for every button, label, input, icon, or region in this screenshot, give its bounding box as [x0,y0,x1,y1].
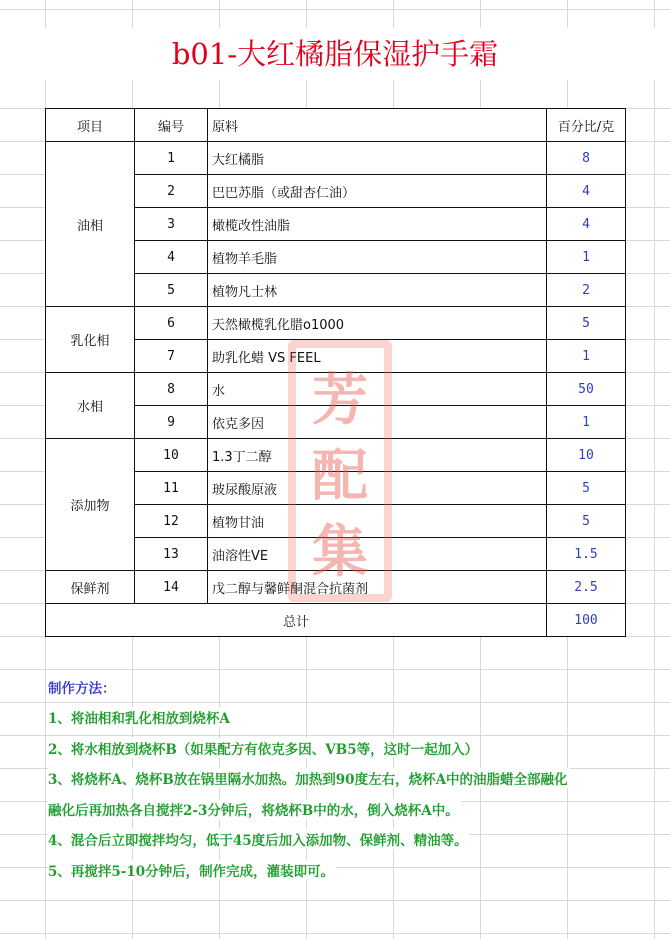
number-cell: 4 [135,241,208,274]
number-cell: 9 [135,406,208,439]
material-cell: 橄榄改性油脂 [208,208,547,241]
page-title: b01-大红橘脂保湿护手霜 [0,28,670,80]
method-step: 2、将水相放到烧杯B（如果配方有依克多因、VB5等，这时一起加入） [48,738,480,758]
method-step: 融化后再加热各自搅拌2-3分钟后，将烧杯B中的水，倒入烧杯A中。 [48,799,461,819]
percent-cell: 10 [547,439,626,472]
percent-cell: 50 [547,373,626,406]
header-pct: 百分比/克 [547,109,626,142]
percent-cell: 2.5 [547,571,626,604]
number-cell: 12 [135,505,208,538]
number-cell: 3 [135,208,208,241]
percent-cell: 5 [547,307,626,340]
method-step: 4、混合后立即搅拌均匀，低于45度后加入添加物、保鲜剂、精油等。 [48,829,470,849]
material-cell: 油溶性VE [208,538,547,571]
percent-cell: 5 [547,472,626,505]
number-cell: 6 [135,307,208,340]
percent-cell: 1 [547,406,626,439]
percent-cell: 1.5 [547,538,626,571]
header-no: 编号 [135,109,208,142]
percent-cell: 1 [547,340,626,373]
table-row [46,373,626,406]
total-row [46,604,626,637]
number-cell: 14 [135,571,208,604]
percent-cell: 4 [547,208,626,241]
method-title: 制作方法： [48,677,118,697]
table-row [46,142,626,175]
table-header-row [46,109,626,142]
number-cell: 2 [135,175,208,208]
method-step: 5、再搅拌5-10分钟后，制作完成，灌装即可。 [48,860,336,880]
number-cell: 5 [135,274,208,307]
group-cell: 保鲜剂 [46,571,135,604]
material-cell: 水 [208,373,547,406]
number-cell: 7 [135,340,208,373]
header-group: 项目 [46,109,135,142]
group-cell: 油相 [46,142,135,307]
method-step: 3、将烧杯A、烧杯B放在锅里隔水加热。加热到90度左右，烧杯A中的油脂蜡全部融化 [48,768,570,788]
number-cell: 11 [135,472,208,505]
table-row [46,307,626,340]
number-cell: 13 [135,538,208,571]
table-row [46,571,626,604]
total-value: 100 [547,604,626,637]
material-cell: 天然橄榄乳化腊o1000 [208,307,547,340]
header-material: 原料 [208,109,547,142]
method-step: 1、将油相和乳化相放到烧杯A [48,707,232,727]
percent-cell: 4 [547,175,626,208]
percent-cell: 2 [547,274,626,307]
material-cell: 玻尿酸原液 [208,472,547,505]
material-cell: 1.3丁二醇 [208,439,547,472]
number-cell: 10 [135,439,208,472]
group-cell: 添加物 [46,439,135,571]
material-cell: 植物凡士林 [208,274,547,307]
material-cell: 戊二醇与馨鲜酮混合抗菌剂 [208,571,547,604]
material-cell: 植物甘油 [208,505,547,538]
material-cell: 依克多因 [208,406,547,439]
group-cell: 水相 [46,373,135,439]
percent-cell: 1 [547,241,626,274]
table-row [46,439,626,472]
recipe-table-body [46,109,626,637]
percent-cell: 8 [547,142,626,175]
number-cell: 1 [135,142,208,175]
material-cell: 大红橘脂 [208,142,547,175]
material-cell: 植物羊毛脂 [208,241,547,274]
material-cell: 巴巴苏脂（或甜杏仁油） [208,175,547,208]
total-label: 总计 [46,604,547,637]
stamp-text: 芳 配 集 [312,367,368,585]
recipe-table [45,108,626,637]
group-cell: 乳化相 [46,307,135,373]
material-cell: 助乳化蜡 VS FEEL [208,340,547,373]
percent-cell: 5 [547,505,626,538]
number-cell: 8 [135,373,208,406]
